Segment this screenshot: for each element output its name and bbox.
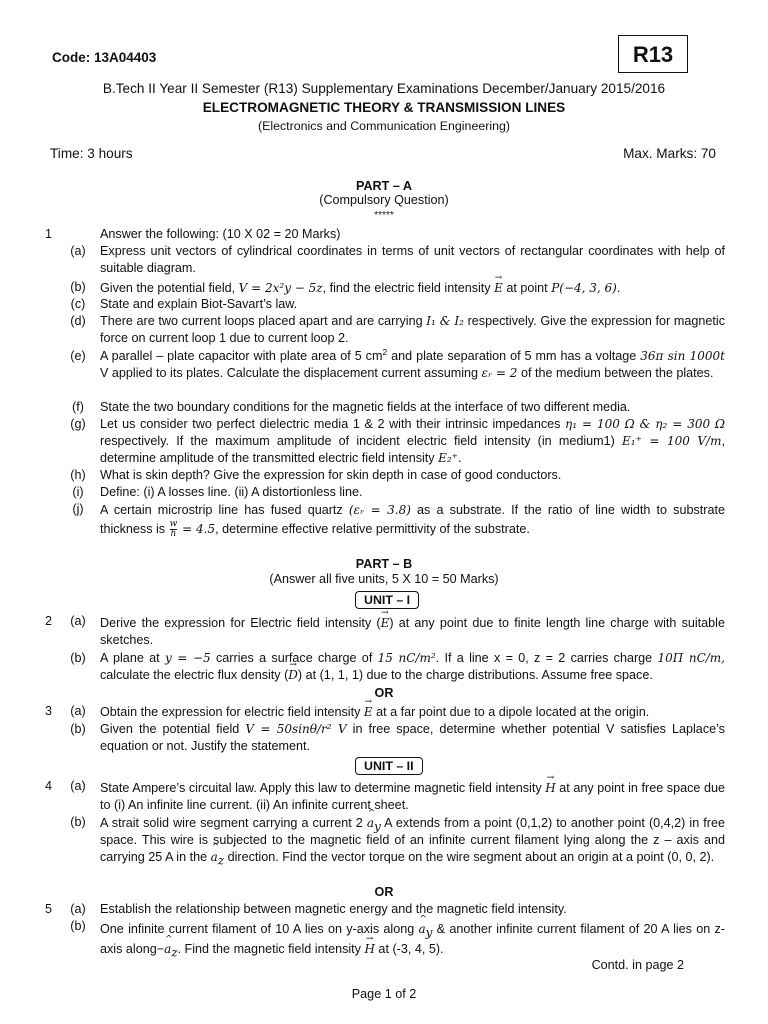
question-3a: Obtain the expression for electric field intensity → E at a far point due to a dipole located at the origin.: [100, 704, 725, 721]
question-2b: A plane at y = −5 carries a surface charge of 15 nC/m². If a line x = 0, z = 2 carries charge 10Π nC/m, calculate the electric flux density (→ D) at (1, 1, 1) due to the charge distributions. Assume free space.: [100, 650, 725, 684]
regulation-box: R13: [618, 35, 688, 73]
branch-name: (Electronics and Communication Engineering): [257, 119, 511, 133]
question-number-1: 1: [45, 227, 53, 241]
label-2a: (a): [70, 614, 86, 628]
label-1d: (d): [70, 314, 86, 328]
label-5b: (b): [70, 919, 86, 933]
label-3a: (a): [70, 704, 86, 718]
part-a-subtitle: (Compulsory Question): [319, 193, 449, 207]
label-1c: (c): [70, 297, 86, 311]
continued-note: Contd. in page 2: [591, 958, 684, 972]
label-3b: (b): [70, 722, 86, 736]
part-a-title: PART – A: [356, 179, 412, 193]
question-1g: Let us consider two perfect dielectric media 1 & 2 with their intrinsic impedances η₁ = 100 Ω & η₂ = 300 Ω respectively. If the maximum amplitude of incident electric field intensity (in medium1) E₁⁺ = 100 V/m, determine amplitude of the transmitted electric field intensity E₂⁺.: [100, 417, 726, 465]
exam-duration: Time: 3 hours: [50, 146, 133, 161]
max-marks: Max. Marks: 70: [623, 146, 716, 161]
question-1a: Express unit vectors of cylindrical coordinates in terms of unit vectors of rectangular coordinates with help of suitable diagram.: [100, 244, 725, 275]
part-b-title: PART – B: [355, 557, 413, 571]
question-1h: What is skin depth? Give the expression for skin depth in case of good conductors.: [100, 468, 562, 482]
label-1h: (h): [70, 468, 86, 482]
label-4a: (a): [70, 779, 86, 793]
question-1-intro: Answer the following: (10 X 02 = 20 Marks): [100, 227, 341, 241]
label-1e: (e): [70, 349, 86, 363]
question-4b: A strait solid wire segment carrying a current 2 ^ $a_y$ A extends from a point (0,1,2) to another point (0,4,2) in free space. This wire is subjected to the magnetic field of an infinite current filament lying along the z – axis and carrying 25 A in the ^ $a_z$ direction. Find the vector torque on the wire segment about an origin at a point (0, 0, 2).: [100, 815, 725, 866]
or-separator-1: OR: [374, 686, 394, 700]
question-2a: Derive the expression for Electric field intensity (→ E) at any point due to finite length line charge with suitable sketches.: [100, 615, 725, 649]
question-1b: Given the potential field, V = 2x²y − 5z, find the electric field intensity → E at point P(−4, 3, 6).: [100, 280, 725, 297]
question-5a: Establish the relationship between magnetic energy and the magnetic field intensity.: [100, 902, 567, 916]
question-4a: State Ampere’s circuital law. Apply this law to determine magnetic field intensity → H at any point in free space due to (i) An infinite line current. (ii) An infinite current sheet.: [100, 780, 725, 814]
label-4b: (b): [70, 815, 86, 829]
question-3b: Given the potential field V = 50sinθ/r² V in free space, determine whether potential V satisfies Laplace’s equation or not. Justify the statement.: [100, 722, 725, 753]
or-separator-2: OR: [374, 885, 394, 899]
label-1b: (b): [70, 280, 86, 294]
question-number-5: 5: [45, 902, 53, 916]
question-1d: There are two current loops placed apart and are carrying I₁ & I₂ respectively. Give the expression for magnetic force on current loop 1 due to current loop 2.: [100, 314, 725, 345]
label-1i: (i): [72, 485, 84, 499]
question-number-2: 2: [45, 614, 53, 628]
fraction-w-over-h: $\frac{w}{h}$: [169, 519, 178, 540]
question-1c: State and explain Biot-Savart’s law.: [100, 297, 298, 311]
question-1j: A certain microstrip line has fused quartz (εᵣ = 3.8) as a substrate. If the ratio of line width to substrate thickness is $\frac{w}{h}$ = 4.5, determine effective relative permittivity of the substrate.: [100, 503, 725, 540]
label-5a: (a): [70, 902, 86, 916]
part-b-subtitle: (Answer all five units, 5 X 10 = 50 Marks): [269, 572, 499, 586]
label-1f: (f): [72, 400, 84, 414]
question-5b: One infinite current filament of 10 A lies on y-axis along ^ $a_y$ & another infinite current filament of 20 A lies on z-axis along−^ $a_z$. Find the magnetic field intensity → H at (-3, 4, 5).: [100, 919, 725, 959]
label-2b: (b): [70, 651, 86, 665]
exam-title: B.Tech II Year II Semester (R13) Supplementary Examinations December/January 2015/2016: [102, 81, 666, 96]
subject-title: ELECTROMAGNETIC THEORY & TRANSMISSION LINES: [202, 100, 566, 115]
label-1a: (a): [70, 244, 86, 258]
question-1i: Define: (i) A losses line. (ii) A distortionless line.: [100, 485, 363, 499]
unit-1-heading: UNIT – I: [355, 591, 419, 609]
question-1f: State the two boundary conditions for the magnetic fields at the interface of two different media.: [100, 400, 631, 414]
label-1j: (j): [72, 502, 84, 516]
question-number-3: 3: [45, 704, 53, 718]
unit-2-heading: UNIT – II: [355, 757, 423, 775]
question-1e: A parallel – plate capacitor with plate area of 5 $cm^2$ and plate separation of 5 mm has a voltage 36π sin 1000t V applied to its plates. Calculate the displacement current assuming εᵣ = 2 of the medium between the plates.: [100, 346, 725, 380]
question-number-4: 4: [45, 779, 53, 793]
part-a-stars: *****: [374, 210, 394, 221]
label-1g: (g): [70, 417, 86, 431]
page-number: Page 1 of 2: [351, 987, 417, 1001]
question-code: Code: 13A04403: [52, 50, 157, 65]
